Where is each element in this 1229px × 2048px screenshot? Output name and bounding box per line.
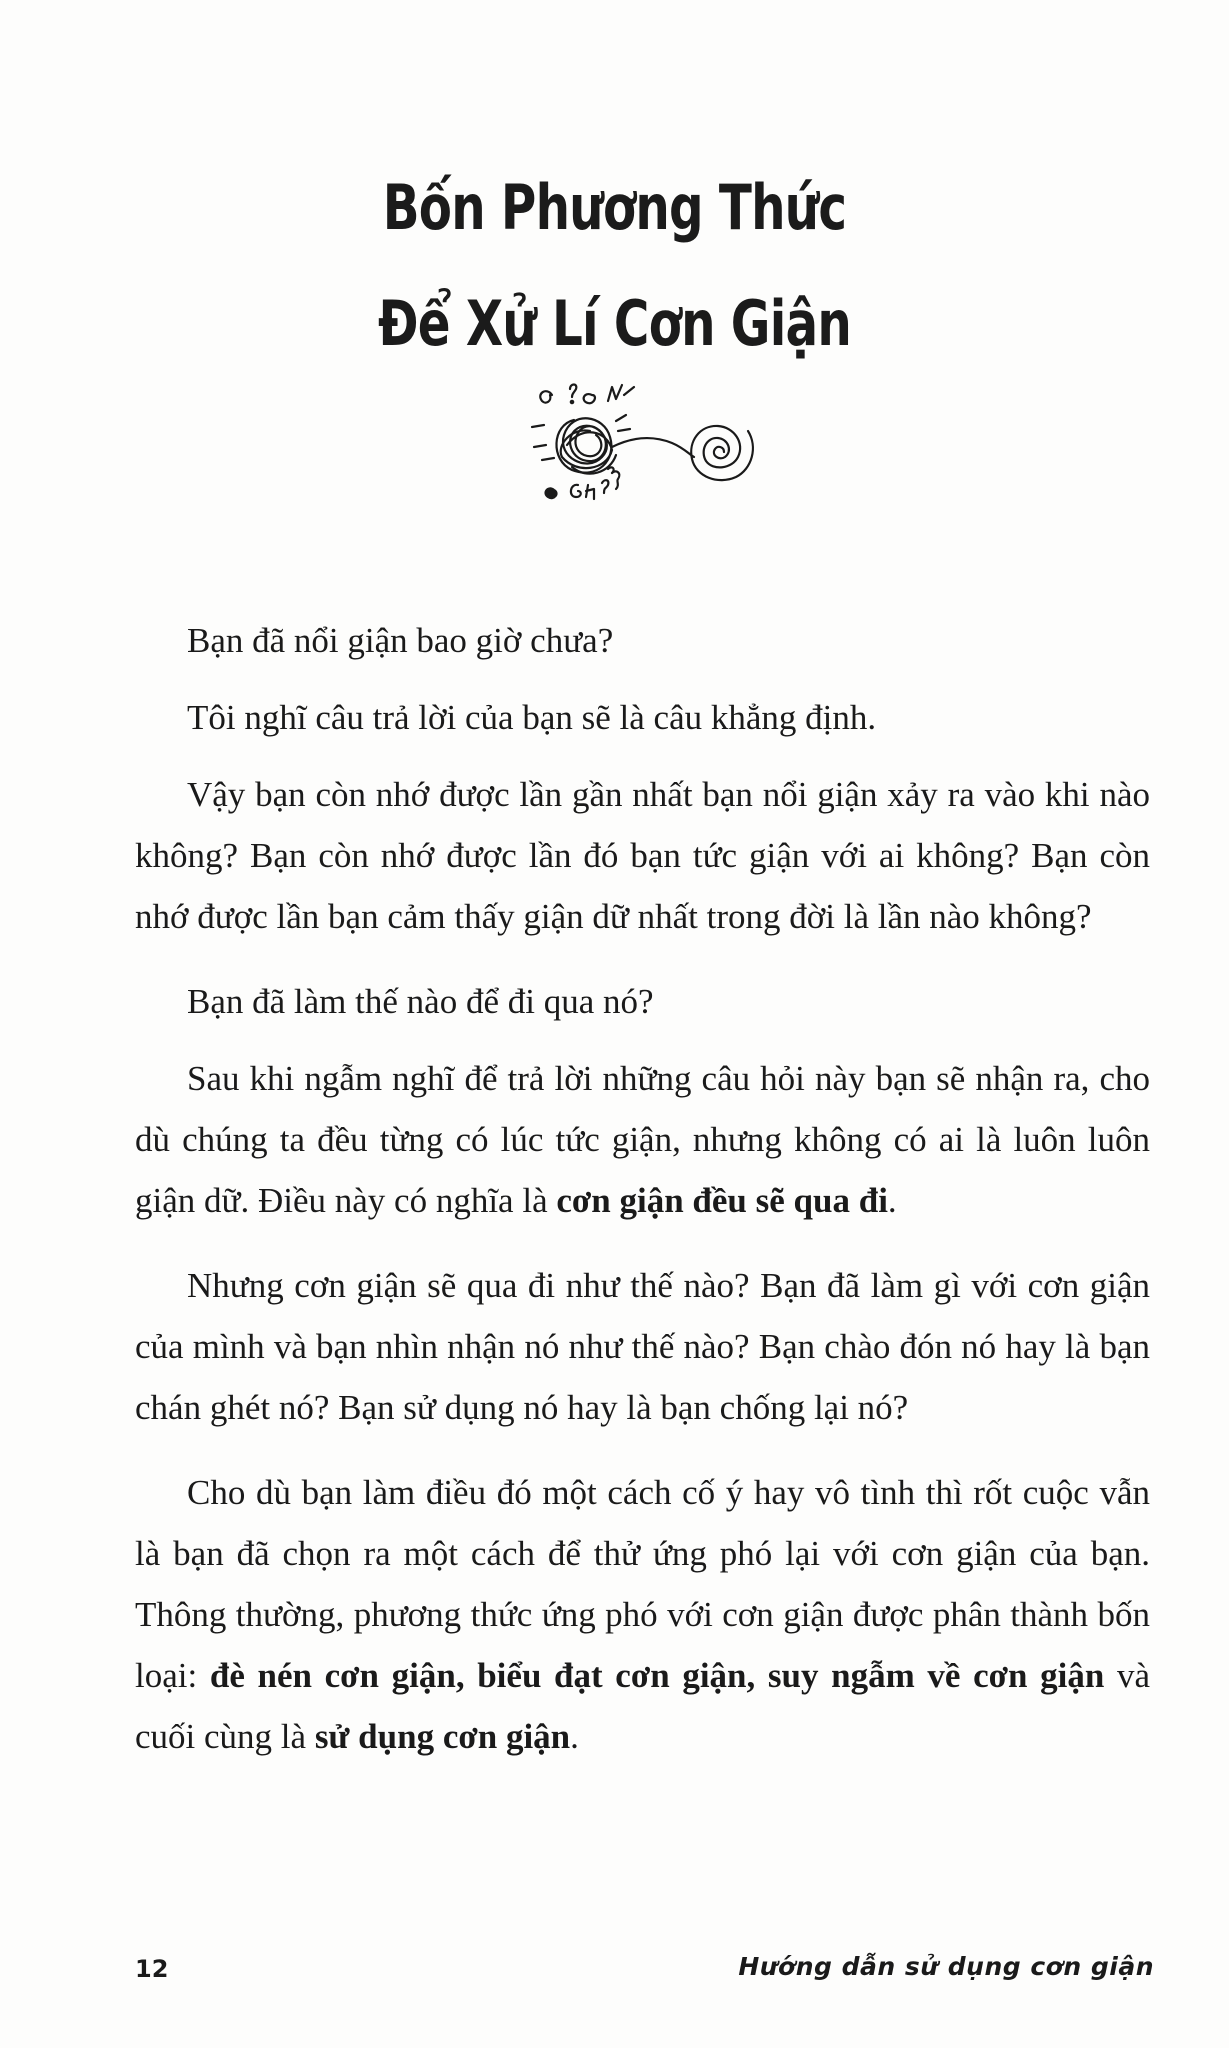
paragraph-7-text: Cho dù bạn làm điều đó một cách cố ý hay vô tình thì rốt cuộc vẫn là bạn đã chọn ra một cách để thử ứng phó lại với cơn giận của bạn. Thông thường, phương thức ứng phó với cơn giận được phân thành bốn loại:: [135, 1473, 1150, 1695]
paragraph-7-end: .: [570, 1717, 579, 1756]
running-footer-book-title: Hướng dẫn sử dụng cơn giận: [738, 1952, 1154, 1981]
paragraph-6: Nhưng cơn giận sẽ qua đi như thế nào? Bạn đã làm gì với cơn giận của mình và bạn nhìn nhận nó như thế nào? Bạn chào đón nó hay là bạn chán ghét nó? Bạn sử dụng nó hay là bạn chống lại nó?: [135, 1266, 1150, 1427]
paragraph-7: [135, 1462, 1150, 1767]
paragraph-5: [135, 1048, 1150, 1231]
paragraph-5-emphasis: cơn giận đều sẽ qua đi: [556, 1181, 888, 1220]
paragraph-2: Tôi nghĩ câu trả lời của bạn sẽ là câu khẳng định.: [187, 698, 877, 737]
paragraph-7-middle: và cuối cùng là: [135, 1656, 1150, 1756]
paragraph-5-text: Sau khi ngẫm nghĩ để trả lời những câu hỏi này bạn sẽ nhận ra, cho dù chúng ta đều từng có lúc tức giận, nhưng không có ai là luôn luôn giận dữ. Điều này có nghĩa là: [135, 1059, 1150, 1220]
paragraph-7-emphasis-last: sử dụng cơn giận: [314, 1717, 571, 1756]
chapter-title-line-2: Để Xử Lí Cơn Giận: [378, 287, 851, 360]
paragraph-7-emphasis-list: đè nén cơn giận, biểu đạt cơn giận, suy ngẫm về cơn giận: [209, 1656, 1105, 1695]
paragraph-3: Vậy bạn còn nhớ được lần gần nhất bạn nổi giận xảy ra vào khi nào không? Bạn còn nhớ được lần đó bạn tức giận với ai không? Bạn còn nhớ được lần bạn cảm thấy giận dữ nhất trong đời là lần nào không?: [135, 775, 1150, 936]
tangled-scribble-spiral-icon: [512, 365, 772, 525]
body-text: [135, 610, 1150, 1791]
chapter-title-line-1: Bốn Phương Thức: [382, 171, 847, 244]
paragraph-1: Bạn đã nổi giận bao giờ chưa?: [187, 621, 614, 660]
paragraph-5-end: .: [887, 1181, 897, 1220]
chapter-title: [0, 150, 1229, 382]
page-number: 12: [135, 1955, 169, 1983]
paragraph-4: Bạn đã làm thế nào để đi qua nó?: [187, 982, 654, 1021]
